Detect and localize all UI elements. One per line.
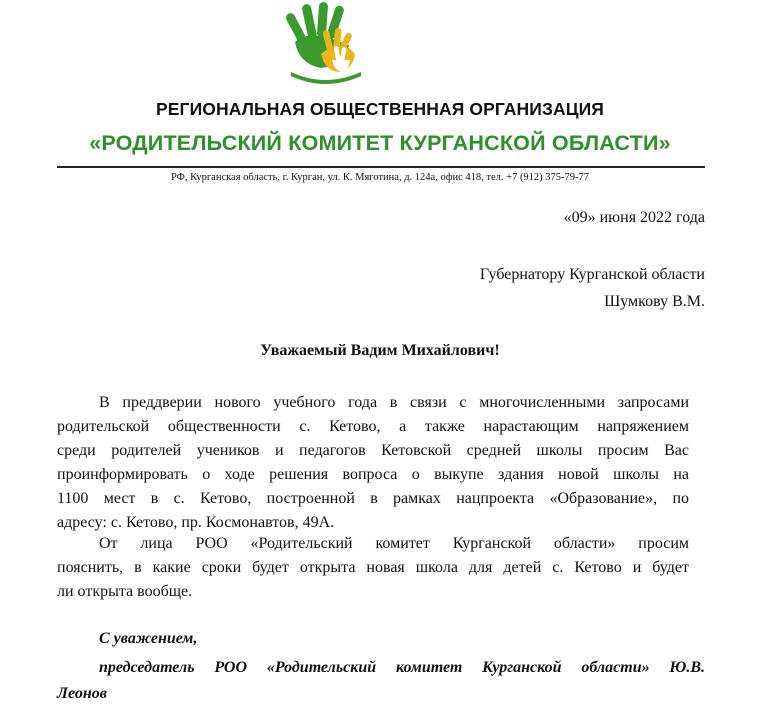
- organization-type-heading: РЕГИОНАЛЬНАЯ ОБЩЕСТВЕННАЯ ОРГАНИЗАЦИЯ: [156, 99, 604, 119]
- paragraph-line: пояснить, в какие сроки будет открыта новая школа для детей с. Кетово и будет: [57, 559, 689, 576]
- header-divider: [57, 166, 705, 168]
- addressee-block: [480, 261, 705, 315]
- closing-greeting: С уважением,: [99, 630, 198, 647]
- letter-date: «09» июня 2022 года: [563, 209, 705, 226]
- paragraph-line: проинформировать о ходе решения вопроса о выкупе здания новой школы на: [57, 466, 689, 483]
- organization-address: РФ, Курганская область, г. Курган, ул. К. Мяготина, д. 124а, офис 418, тел. +7 (912) 375-79-77: [170, 172, 590, 183]
- paragraph-line: ли открыта вообще.: [57, 583, 193, 600]
- addressee-position: Губернатору Курганской области: [479, 266, 705, 283]
- paragraph-line: родительской общественности с. Кетово, а также нарастающим напряжением: [57, 418, 689, 435]
- paragraph-line: 1100 мест в с. Кетово, построенной в рамках нацпроекта «Образование», по: [57, 490, 689, 507]
- signatory-title: председатель РОО «Родительский комитет Курганской области» Ю.В.: [99, 659, 705, 676]
- hands-logo-icon: [285, 2, 365, 84]
- paragraph-line: От лица РОО «Родительский комитет Курганской области» просим: [99, 535, 689, 552]
- paragraph-question: [57, 532, 689, 604]
- organization-name-heading: «РОДИТЕЛЬСКИЙ КОМИТЕТ КУРГАНСКОЙ ОБЛАСТИ»: [89, 131, 671, 155]
- paragraph-request: [57, 391, 689, 535]
- addressee-name: Шумкову В.М.: [604, 293, 705, 310]
- paragraph-line: среди родителей учеников и педагогов Кетовской средней школы просим Вас: [57, 442, 689, 459]
- salutation: Уважаемый Вадим Михайлович!: [260, 342, 500, 359]
- signatory-surname: Леонов: [57, 685, 107, 702]
- paragraph-line: В преддверии нового учебного года в связи с многочисленными запросами: [99, 394, 689, 411]
- paragraph-line: адресу: с. Кетово, пр. Космонавтов, 49А.: [57, 514, 335, 531]
